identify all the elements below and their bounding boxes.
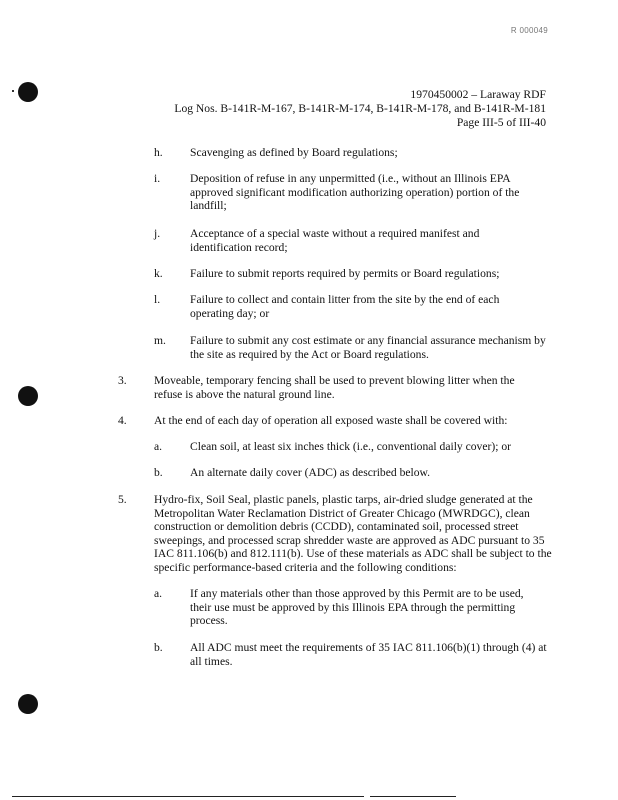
punch-hole-top [18,82,38,102]
header-page-number: Page III-5 of III-40 [456,116,546,129]
list-item-text: All ADC must meet the requirements of 35 IAC 811.106(b)(1) through (4) at all times. [190,641,547,668]
list-item-label: a. [154,440,163,453]
list-item-label: i. [154,172,161,185]
list-item-label: m. [154,334,166,347]
list-item-text: Scavenging as defined by Board regulations; [190,146,398,159]
condition-text: Moveable, temporary fencing shall be used to prevent blowing litter when the refuse is above the natural ground line. [154,374,515,401]
list-item-text: Failure to collect and contain litter from the site by the end of each operating day; or [190,293,500,320]
list-item-label: h. [154,146,163,159]
list-item-label: b. [154,466,163,479]
list-item-text: If any materials other than those approved by this Permit are to be used, their use must be approved by this Illinois EPA through the permitting process. [190,587,524,628]
list-item-label: b. [154,641,163,654]
list-item-text: Deposition of refuse in any unpermitted (i.e., without an Illinois EPA approved significant modification authorizing operation) portion of the landfill; [190,172,520,213]
list-item-label: j. [154,227,161,240]
list-item-text: Failure to submit any cost estimate or any financial assurance mechanism by the site as required by the Act or Board regulations. [190,334,546,361]
scan-speck [12,90,14,92]
list-item-label: l. [154,293,161,306]
header-permit-id: 1970450002 – Laraway RDF [410,88,546,101]
list-item-label: k. [154,267,163,280]
condition-text: At the end of each day of operation all exposed waste shall be covered with: [154,414,508,427]
bates-number: R 000049 [510,26,548,35]
condition-number: 3. [118,374,127,387]
footer-rule-left [12,796,364,797]
header-log-numbers: Log Nos. B-141R-M-167, B-141R-M-174, B-141R-M-178, and B-141R-M-181 [174,102,546,115]
footer-rule-right [370,796,456,797]
condition-number: 4. [118,414,127,427]
list-item-text: Failure to submit reports required by permits or Board regulations; [190,267,500,280]
punch-hole-bottom [18,694,38,714]
list-item-text: Acceptance of a special waste without a required manifest and identification record; [190,227,480,254]
condition-text: Hydro-fix, Soil Seal, plastic panels, plastic tarps, air-dried sludge generated at the Metropolitan Water Reclamation District of Greater Chicago (MWRDGC), clean construction or demolition debris (CCDD), contaminated soil, processed street sweepings, and processed scrap shredder waste are approved as ADC pursuant to 35 IAC 811.106(b) and 812.111(b). Use of these materials as ADC shall be subject to the specific performance-based criteria and the following conditions: [154,493,552,574]
punch-hole-middle [18,386,38,406]
condition-number: 5. [118,493,127,506]
list-item-text: An alternate daily cover (ADC) as described below. [190,466,431,479]
list-item-text: Clean soil, at least six inches thick (i.e., conventional daily cover); or [190,440,511,453]
list-item-label: a. [154,587,163,600]
